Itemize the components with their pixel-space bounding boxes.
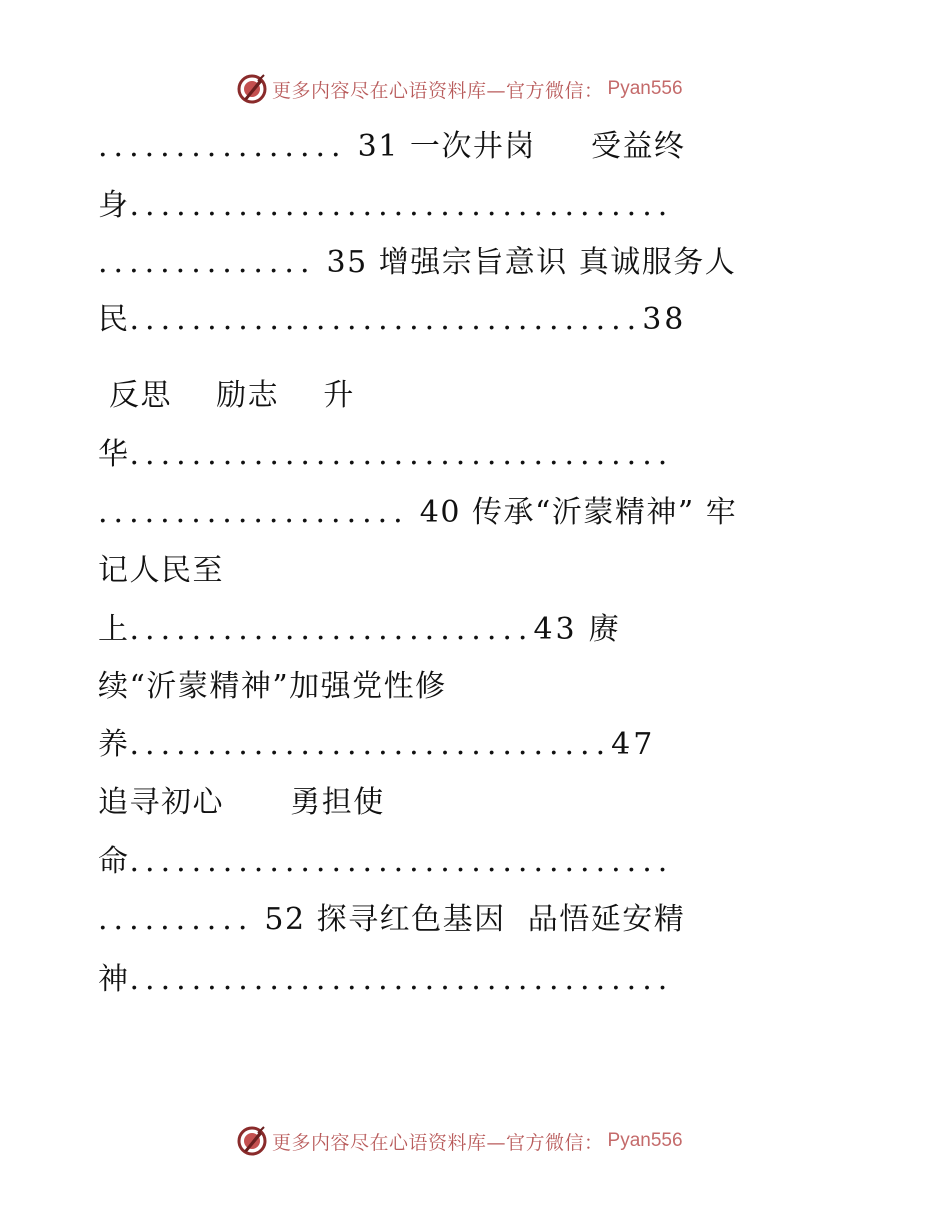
- leader-dots: ....................: [98, 495, 409, 530]
- page-number: 43: [533, 612, 578, 647]
- toc-line: [98, 551, 224, 591]
- toc-entry-text: 52 探寻红色基因 品悟延安精: [253, 902, 686, 937]
- toc-line: [98, 783, 385, 823]
- toc-entry-text: 追寻初心 勇担使: [98, 785, 385, 820]
- toc-entry-text: 记人民至: [98, 553, 224, 588]
- toc-line: [98, 960, 673, 1000]
- toc-line: [98, 900, 685, 940]
- toc-entry-text: 赓: [577, 612, 621, 647]
- leader-dots: ..........................: [129, 612, 534, 647]
- toc-line: [98, 610, 620, 650]
- toc-line: [98, 127, 686, 167]
- header-watermark: [236, 72, 683, 106]
- toc-entry-text: 神: [98, 962, 130, 997]
- leader-dots: ................: [98, 129, 347, 164]
- toc-line: [98, 243, 736, 283]
- quill-seal-icon: [236, 1125, 268, 1157]
- toc-entry-text: 40 传承“沂蒙精神” 牢: [408, 495, 738, 530]
- toc-line: [98, 435, 673, 475]
- leader-dots: .................................: [129, 302, 643, 337]
- toc-line: [98, 186, 673, 226]
- footer-watermark: [236, 1124, 683, 1158]
- toc-entry-text: 身: [98, 188, 130, 223]
- toc-line: [98, 725, 655, 765]
- leader-dots: ...................................: [129, 844, 674, 879]
- toc-line: [98, 842, 673, 882]
- page-number: 38: [642, 302, 687, 337]
- toc-entry-text: 续“沂蒙精神”加强党性修: [98, 669, 447, 704]
- toc-entry-text: 养: [98, 727, 130, 762]
- leader-dots: ...................................: [129, 962, 674, 997]
- leader-dots: ...................................: [129, 188, 674, 223]
- toc-entry-text: 31 一次井岗 受益终: [346, 129, 686, 164]
- toc-entry-text: 华: [98, 437, 130, 472]
- toc-line: [98, 493, 737, 533]
- quill-seal-icon: [236, 73, 268, 105]
- leader-dots: ...................................: [129, 437, 674, 472]
- watermark-wechat-id: Pyan556: [607, 78, 683, 99]
- leader-dots: ..........: [98, 902, 254, 937]
- watermark-text: 更多内容尽在心语资料库—官方微信：: [272, 1131, 604, 1154]
- toc-entry-text: 反思 励志 升: [98, 378, 355, 413]
- toc-line: [98, 376, 355, 416]
- toc-entry-text: 35 增强宗旨意识 真诚服务人: [315, 245, 737, 280]
- toc-line: [98, 667, 447, 707]
- watermark-text: 更多内容尽在心语资料库—官方微信：: [272, 79, 604, 102]
- toc-entry-text: 民: [98, 302, 130, 337]
- page-number: 47: [611, 727, 656, 762]
- watermark-wechat-id: Pyan556: [607, 1130, 683, 1151]
- leader-dots: ...............................: [129, 727, 612, 762]
- toc-entry-text: 上: [98, 612, 130, 647]
- toc-line: [98, 300, 686, 340]
- toc-entry-text: 命: [98, 844, 130, 879]
- leader-dots: ..............: [98, 245, 316, 280]
